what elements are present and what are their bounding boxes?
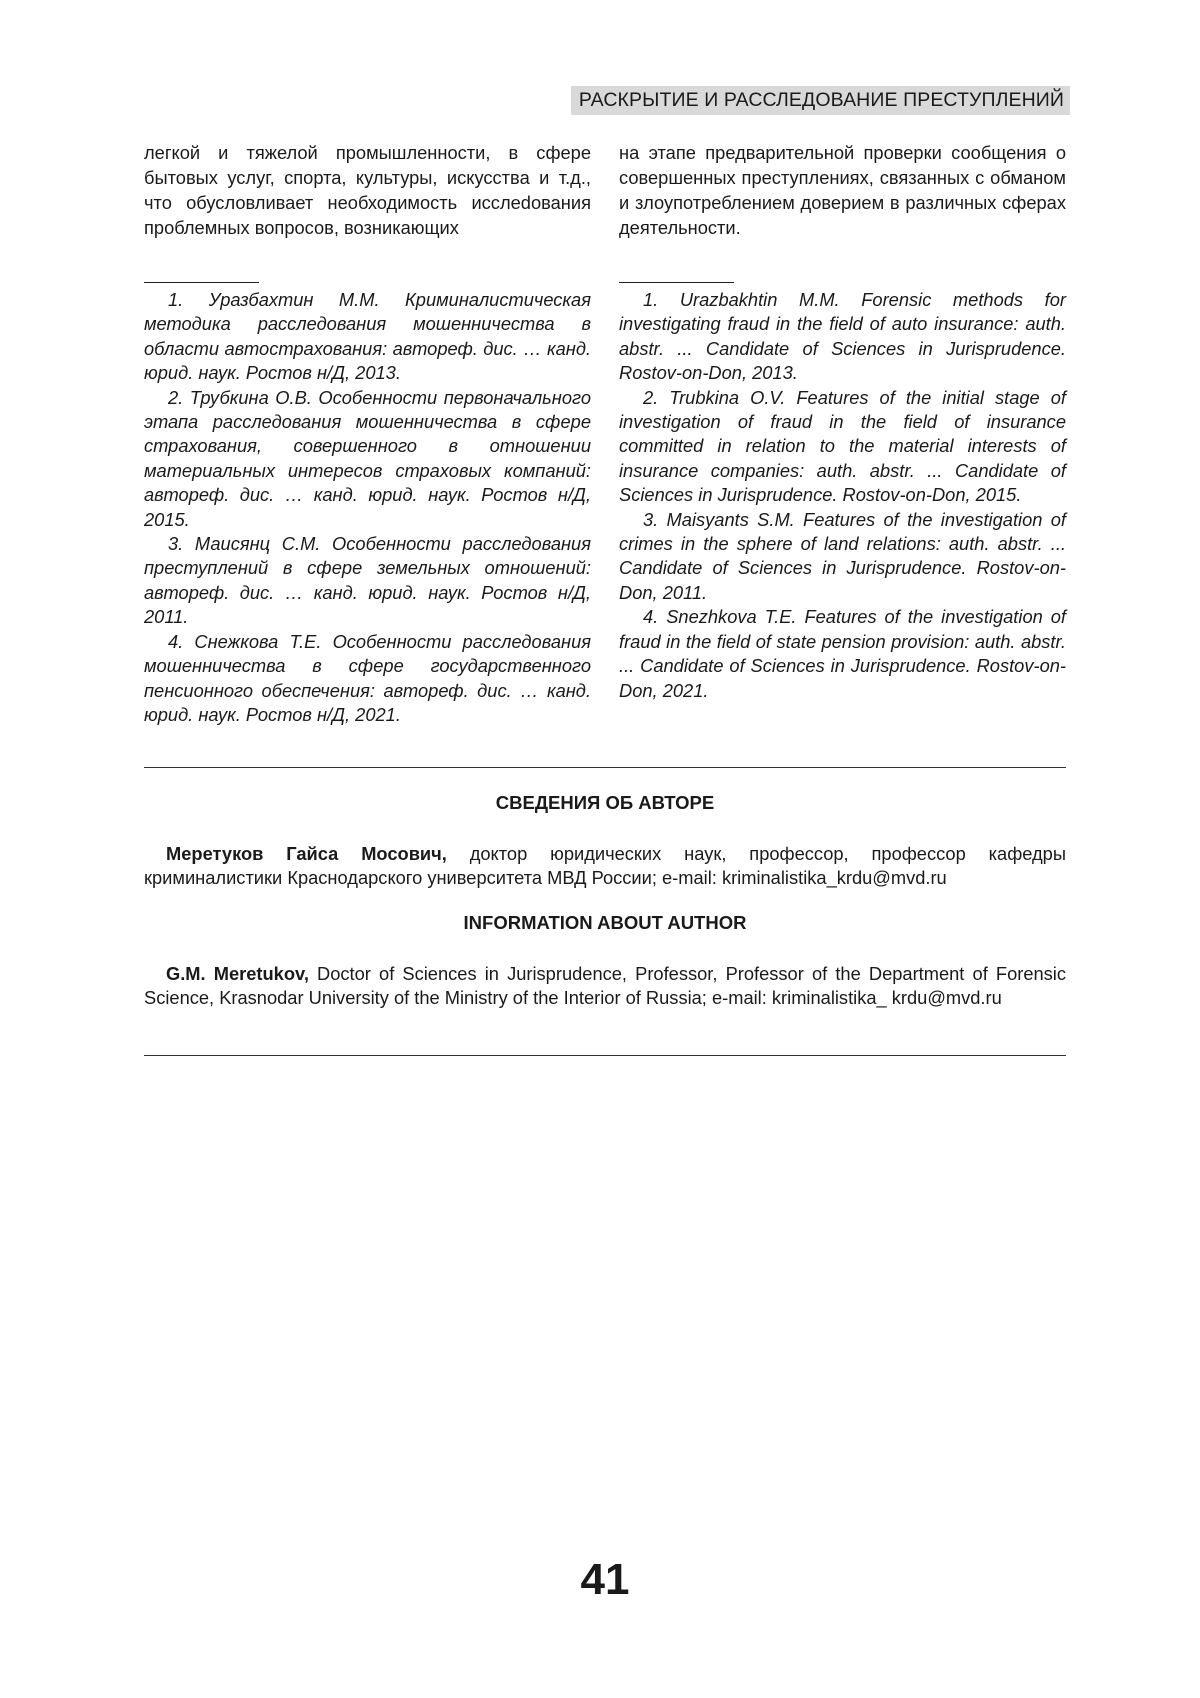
footnote-rule-left [144,282,259,283]
body-text-left-column [144,140,591,240]
reference-item: 3. Maisyants S.M. Features of the investigation of crimes in the sphere of land relations: auth. abstr. ... Candidate of Sciences in Jurisprudence. Rostov-on-Don, 2011. [619,508,1066,606]
body-paragraph-right: на этапе предварительной проверки сообще­ния о совершенных преступлениях, связанных с обманом и злоупотреблением доверием в различных сферах деятельности. [619,140,1066,240]
references-russian [144,288,591,727]
reference-item: 4. Снежкова Т.Е. Особенности расследова­ния мошенничества в сфере государственно­го пенсионного обеспечения: автореф. дис. … канд. юрид. наук. Ростов н/Д, 2021. [144,630,591,728]
author-info-russian [144,791,1066,890]
page-number: 41 [144,1555,1066,1605]
author-heading-russian: СВЕДЕНИЯ ОБ АВТОРЕ [144,791,1066,815]
body-text-right-column [619,140,1066,240]
references-english [619,288,1066,703]
reference-item: 1. Уразбахтин М.М. Криминалистическая методика расследования мошенничества в области автострахования: автореф. дис. … канд. юрид. наук. Ростов н/Д, 2013. [144,288,591,386]
reference-item: 3. Маисянц С.М. Особенности расследо­вания преступлений в сфере земельных от­ношений: автореф. дис. … канд. юрид. наук. Ростов н/Д, 2011. [144,532,591,630]
footnote-rule-right [619,282,734,283]
section-divider-top [144,767,1066,768]
author-details-english: Doctor of Sciences in Jurisprudence, Professor, Professor of the Department of Forensic Science, Krasnodar University of the Ministry of the Interior of Russia; e-mail: kriminalistika_ krdu@mvd.ru [144,963,1066,1008]
author-name-english: G.M. Meretukov, [166,963,309,984]
author-entry-english [144,962,1066,1010]
author-name-russian: Меретуков Гайса Мосович, [166,843,447,864]
author-heading-english: INFORMATION ABOUT AUTHOR [144,911,1066,935]
body-paragraph-left: легкой и тяжелой промышленности, в сфере бытовых услуг, спорта, культуры, искусства и т.д., что обусловливает необходимость иссле­dования проблемных вопросов, возникающих [144,140,591,240]
reference-item: 2. Трубкина О.В. Особенности первоначаль­ного этапа расследования мошенничества в сфере страхования, совершенного в отно­шении материальных интересов страховых компаний: автореф. дис. … канд. юрид. наук. Ростов н/Д, 2015. [144,386,591,532]
reference-item: 2. Trubkina O.V. Features of the initial stage of investigation of fraud in the field of insurance committed in relation to the material interests of insurance companies: auth. abstr. ... Candidate of Sciences in Jurisprudence. Rostov-on-Don, 2015. [619,386,1066,508]
author-entry-russian [144,842,1066,890]
running-header: РАСКРЫТИЕ И РАССЛЕДОВАНИЕ ПРЕСТУПЛЕНИЙ [571,86,1070,115]
journal-page [144,0,1066,1698]
author-details-russian: доктор юридических наук, профессор, профессор кафедры криминалистики Краснодарского университета МВД России; e-mail: kriminalistika_krdu@mvd.ru [144,843,1066,888]
reference-item: 1. Urazbakhtin M.M. Forensic methods for investigating fraud in the field of auto insurance: auth. abstr. ... Candidate of Sciences in Jurisprudence. Rostov-on-Don, 2013. [619,288,1066,386]
section-divider-bottom [144,1055,1066,1056]
author-info-english [144,911,1066,1010]
reference-item: 4. Snezhkova T.E. Features of the investigation of fraud in the field of state pension provision: auth. abstr. ... Candidate of Sciences in Jurisprudence. Rostov-on-Don, 2021. [619,605,1066,703]
